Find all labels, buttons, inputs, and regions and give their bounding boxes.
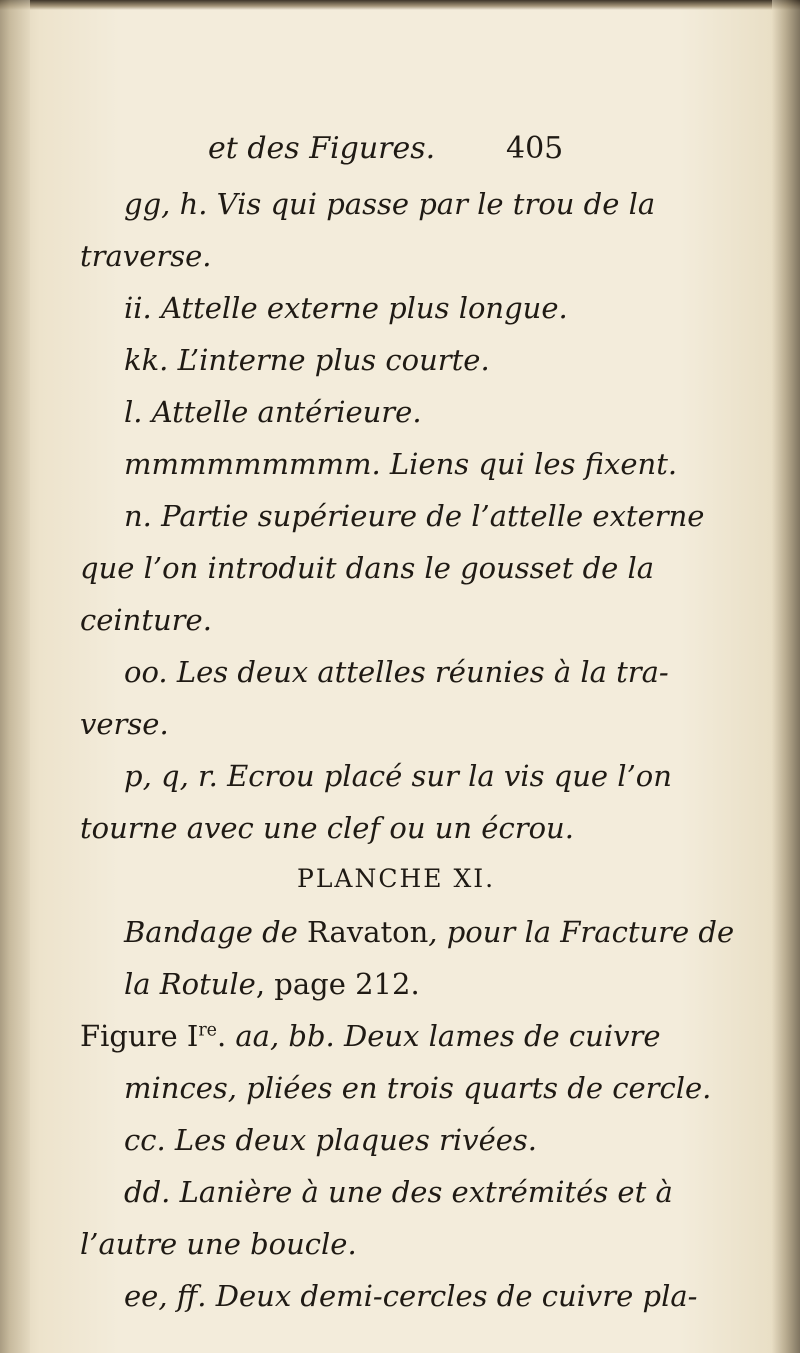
figure-line-1 bbox=[80, 1019, 661, 1053]
text-line-7: n. Partie supérieure de l’attelle externe bbox=[124, 499, 705, 533]
text-line-13: tourne avec une clef ou un écrou. bbox=[80, 811, 574, 845]
plate-title-part2: , pour la Fracture de bbox=[428, 915, 735, 949]
plate-title-line-1 bbox=[124, 915, 735, 949]
page-top-edge bbox=[0, 0, 800, 10]
plate-title-part1: Bandage de bbox=[124, 915, 308, 949]
text-line-9: ceinture. bbox=[80, 603, 212, 637]
text-line-4: kk. L’interne plus courte. bbox=[124, 343, 490, 377]
text-line-16: l’autre une boucle. bbox=[80, 1227, 357, 1261]
text-line-14: cc. Les deux plaques rivées. bbox=[124, 1123, 537, 1157]
text-line-5: l. Attelle antérieure. bbox=[124, 395, 422, 429]
text-line-8: que l’on introduit dans le gousset de la bbox=[80, 551, 655, 585]
text-line-15: dd. Lanière à une des extrémités et à bbox=[124, 1175, 673, 1209]
figure-label: Figure I bbox=[80, 1019, 199, 1053]
page-binding-edge bbox=[0, 0, 30, 1353]
text-line-2: traverse. bbox=[80, 239, 212, 273]
text-line-11: verse. bbox=[80, 707, 169, 741]
text-line-3: ii. Attelle externe plus longue. bbox=[124, 291, 568, 325]
page-outer-edge bbox=[772, 0, 800, 1353]
plate-title-part3: la Rotule bbox=[124, 967, 256, 1001]
running-title: et des Figures. bbox=[208, 131, 436, 166]
plate-title-line-2 bbox=[124, 967, 420, 1001]
figure-label-sup: re bbox=[198, 1020, 217, 1041]
plate-heading: PLANCHE XI. bbox=[297, 864, 496, 893]
text-line-6: mmmmmmmmm. Liens qui les fixent. bbox=[124, 447, 678, 481]
figure-label-dot: . bbox=[216, 1019, 227, 1053]
figure-line-2: minces, pliées en trois quarts de cercle. bbox=[124, 1071, 712, 1105]
plate-page-ref: , page 212. bbox=[255, 967, 420, 1001]
text-line-1: gg, h. Vis qui passe par le trou de la bbox=[124, 187, 656, 221]
plate-title-name: Ravaton bbox=[307, 915, 429, 949]
figure-line-1-rest: aa, bb. Deux lames de cuivre bbox=[226, 1019, 661, 1053]
text-line-10: oo. Les deux attelles réunies à la tra- bbox=[124, 655, 669, 689]
text-line-12: p, q, r. Ecrou placé sur la vis que l’on bbox=[124, 759, 672, 793]
page-number: 405 bbox=[506, 131, 564, 166]
text-line-17: ee, ff. Deux demi-cercles de cuivre pla- bbox=[124, 1279, 698, 1313]
